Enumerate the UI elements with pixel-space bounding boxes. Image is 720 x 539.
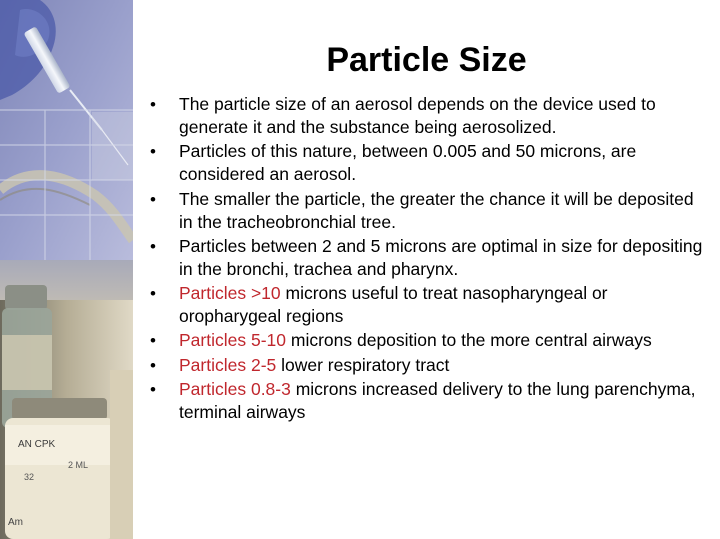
bullet-highlight: Particles >10	[179, 283, 281, 304]
bullet-highlight: Particles 2-5	[179, 354, 277, 375]
bullet-text: Particles between 2 and 5 microns are optimal in size for depositing in the bronchi, trachea and pharynx.	[179, 235, 703, 279]
list-item	[150, 329, 710, 352]
slide-title: Particle Size	[326, 41, 527, 79]
bullet-icon: •	[150, 355, 156, 375]
svg-text:32: 32	[24, 472, 35, 482]
bullet-icon: •	[150, 236, 156, 256]
bullet-icon: •	[150, 142, 156, 162]
bullet-text: microns deposition to the more central airways	[286, 330, 652, 351]
bullet-text: microns useful to treat nasopharyngeal or oropharygeal regions	[179, 283, 608, 327]
bullet-highlight: Particles 0.8-3	[179, 379, 291, 400]
list-item	[150, 378, 710, 424]
bullet-icon: •	[150, 380, 156, 400]
bullet-icon: •	[150, 95, 156, 114]
bullet-text: Particles of this nature, between 0.005 and 50 microns, are considered an aerosol.	[179, 141, 637, 185]
bullet-icon: •	[150, 189, 156, 209]
list-item	[150, 235, 710, 281]
svg-text:AN CPK: AN CPK	[18, 439, 56, 450]
bullet-text: microns increased delivery to the lung parenchyma, terminal airways	[179, 379, 696, 423]
bullet-icon: •	[150, 284, 156, 304]
bullet-list	[150, 93, 710, 425]
bullet-text: The smaller the particle, the greater the chance it will be deposited in the tracheobronchial tree.	[179, 188, 694, 232]
bullet-text: The particle size of an aerosol depends on the device used to generate it and the substance being aerosolized.	[179, 94, 656, 137]
medical-photo-strip	[0, 0, 133, 539]
list-item	[150, 354, 710, 377]
svg-text:Am: Am	[8, 517, 23, 528]
bullet-icon: •	[150, 331, 156, 351]
list-item	[150, 140, 710, 186]
list-item	[150, 282, 710, 328]
bullet-highlight: Particles 5-10	[179, 330, 286, 351]
svg-text:2 ML: 2 ML	[68, 460, 89, 470]
list-item	[150, 188, 710, 234]
list-item	[150, 93, 710, 139]
bullet-text: lower respiratory tract	[276, 354, 450, 375]
